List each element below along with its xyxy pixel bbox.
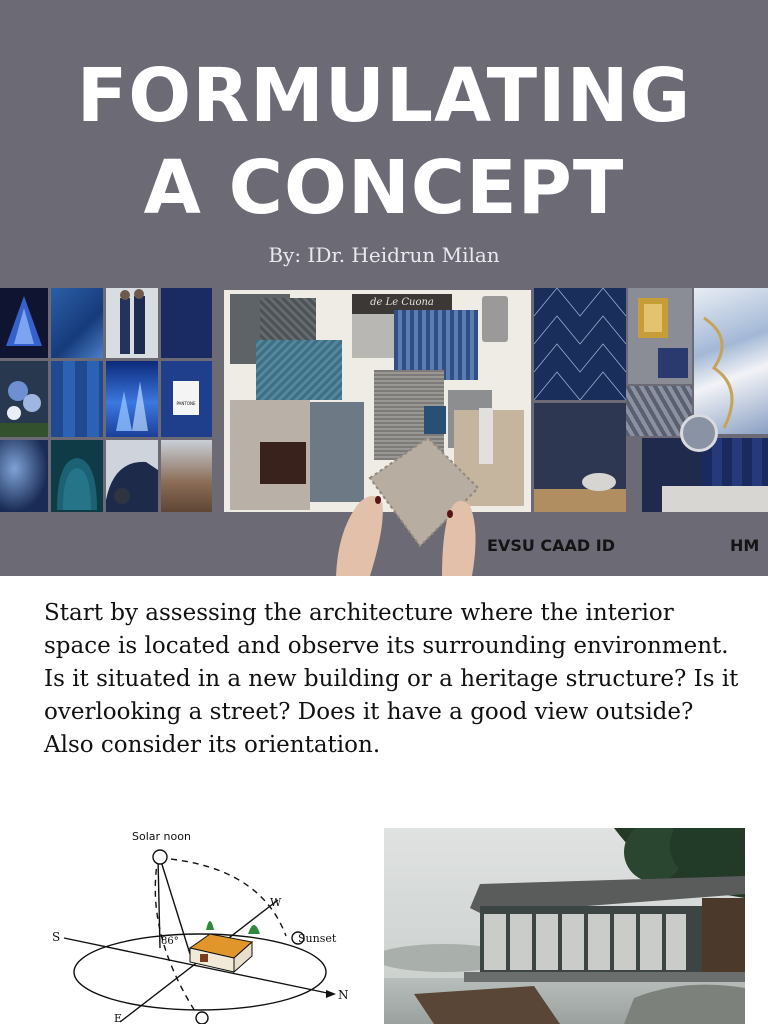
author-initials: HM [730, 536, 760, 555]
mood-image-fabric [51, 288, 103, 358]
mood-image-wall-navy [534, 403, 626, 512]
swatch-brand-label: de Le Cuona [370, 297, 434, 308]
hands-overlay [330, 428, 490, 576]
intro-paragraph: Start by assessing the architecture where the interior space is located and observe its surrounding environment. Is it situated in a new building or a heritage structure? Is it overlooking a street? Does it have a good view outside? Also consider its orientation. [44, 600, 739, 758]
mood-image-mirror [628, 288, 692, 384]
title-banner [0, 0, 768, 288]
pantone-card [161, 361, 212, 437]
mood-image-navy [161, 288, 212, 358]
mood-image-flowers [0, 361, 48, 437]
mood-image-ice [106, 361, 158, 437]
label-east: E [114, 1012, 123, 1025]
mood-image-tree [0, 288, 48, 358]
label-south: S [52, 930, 61, 944]
title-line-1: FORMULATING [76, 53, 692, 139]
mood-image-couple [106, 288, 158, 358]
label-sunset: Sunset [298, 932, 337, 945]
page-title [0, 50, 768, 234]
round-swatch [680, 414, 718, 452]
author-byline: By: IDr. Heidrun Milan [268, 243, 500, 267]
mood-image-garden [161, 440, 212, 512]
mood-image-velvet-chair [51, 440, 103, 512]
institution-label: EVSU CAAD ID [487, 536, 615, 555]
label-solar-noon: Solar noon [132, 830, 191, 843]
mood-image-marble [694, 288, 768, 434]
mood-image-pattern-fabric [534, 288, 626, 400]
mood-image-water [0, 440, 48, 512]
label-angle: 86° [161, 936, 179, 947]
mood-image-car [106, 440, 158, 512]
title-line-2: A CONCEPT [143, 145, 625, 231]
label-west: W [270, 896, 282, 909]
pantone-label: PANTONE [176, 401, 196, 406]
modern-house-photo [384, 828, 745, 1024]
solar-orientation-diagram [40, 826, 360, 1024]
mood-image-scales [51, 361, 103, 437]
label-north: N [338, 988, 349, 1002]
